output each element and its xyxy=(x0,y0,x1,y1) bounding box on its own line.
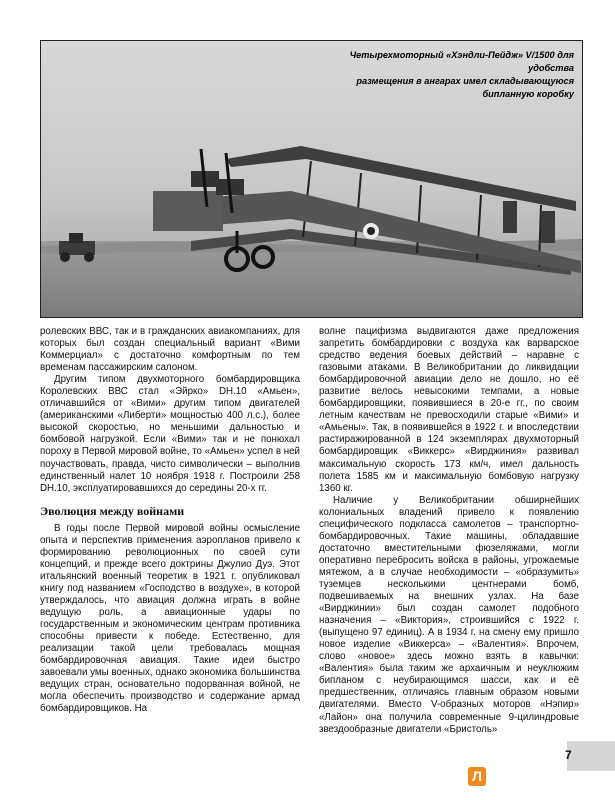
publisher-logo-icon: Л xyxy=(468,767,486,786)
right-paragraph-1: волне пацифизма выдвигаются даже предложения запретить бомбардировки с воздуха как варварское средство ведения боевых действий – наравне с газовыми атаками. В Великобритании до ликвидации бомбардировочной авиации дело не дошло, но её развитие велось невысокими темпами, а новые бомбардировщики, появившиеся в 20-е гг., по своим летным качествам не превосходили старые «Вими» и «Амьены». Так, в появившейся в 1922 г. и впоследствии растиражированной в 124 экземплярах двухмоторный бомбардировщик «Виккерс» «Вирджиния» развивал максимальную скорость 173 км/ч, имел дальность полета 1585 км и максимальную бомбовую нагрузку 1360 кг. xyxy=(319,326,579,494)
photo-caption xyxy=(304,49,574,101)
right-paragraph-2: Наличие у Великобритании обширнейших колониальных владений привело к появлению специфического подкласса самолетов – транспортно-бомбардировочных. Такие машины, обладавшие достаточно вместительными фюзеляжами, могли оперативно перебросить войска в районы, угрожаемые мятежом, а в случае необходимости – «образумить» туземцев несколькими центнерами бомб, подвешиваемых на внешних узлах. На базе «Вирджинии» был создан самолет подобного назначения – «Виктория», строившийся с 1922 г. (выпущено 97 единиц). А в 1934 г. на смену ему пришло новое изделие «Виккерса» – «Валентия». Впрочем, слово «новое» здесь можно взять в кавычки: «Валентия» была таким же архаичным и неуклюжим бипланом с неубирающимся шасси, как и её предшественник, отличаясь главным образом новыми двигателями. Вместо V-образных моторов «Нэпир» «Лайон» она получила современные 9-цилиндровые звездообразные двигатели «Бристоль» xyxy=(319,494,579,735)
page-number: 7 xyxy=(565,748,572,762)
left-paragraph-1: ролевских ВВС, так и в гражданских авиакомпаниях, для которых был создан специальный вариант «Вими Коммерциал» с достаточно комфортным по тем временам пассажирским салоном. xyxy=(40,326,300,374)
photo-caption-line-2: размещения в ангарах имел складывающуюся бипланную коробку xyxy=(356,76,574,99)
right-column xyxy=(319,326,579,736)
left-column xyxy=(40,326,300,715)
left-paragraph-2: Другим типом двухмоторного бомбардировщика Королевских ВВС стал «Эйрко» DH.10 «Амьен», отличавшийся от «Вими» другим типом двигателей (американскими «Либерти» мощностью 400 л.с.), более высокой скоростью, но меньшими дальностью и бомбовой нагрузкой. Если «Вими» так и не понюхал пороху в Первой мировой войне, то «Амьен» успел в ней поучаствовать, правда, чисто символически – выполнив единственный налет 10 ноября 1918 г. Построили 258 DH.10, эксплуатировавшихся до середины 20-х гг. xyxy=(40,374,300,494)
section-heading: Эволюция между войнами xyxy=(40,503,185,518)
page-number-tab xyxy=(567,741,615,771)
left-paragraph-3: В годы после Первой мировой войны осмысление опыта и перспектив применения аэропланов привело к формированию революционных по своей сути концепций, и прежде всего доктрины Джулио Дуэ. Этот итальянский военный теоретик в 1921 г. опубликовал книгу под названием «Господство в воздухе», в которой утверждалось, что авиация должна играть в войне ведущую роль, а авиационные удары по государственным и экономическим центрам противника способны привести к победе. Естественно, для реализации такой цели требовалась мощная бомбардировочная авиация. Такие идеи быстро завоевали умы военных, однако экономика большинства ведущих стран, основательно подорванная войной, не могла обеспечить производство и содержание армад бомбардировщиков. На xyxy=(40,522,300,715)
photo-caption-line-1: Четырехмоторный «Хэндли-Пейдж» V/1500 для удобства xyxy=(349,50,574,73)
aircraft-photo xyxy=(40,40,583,318)
